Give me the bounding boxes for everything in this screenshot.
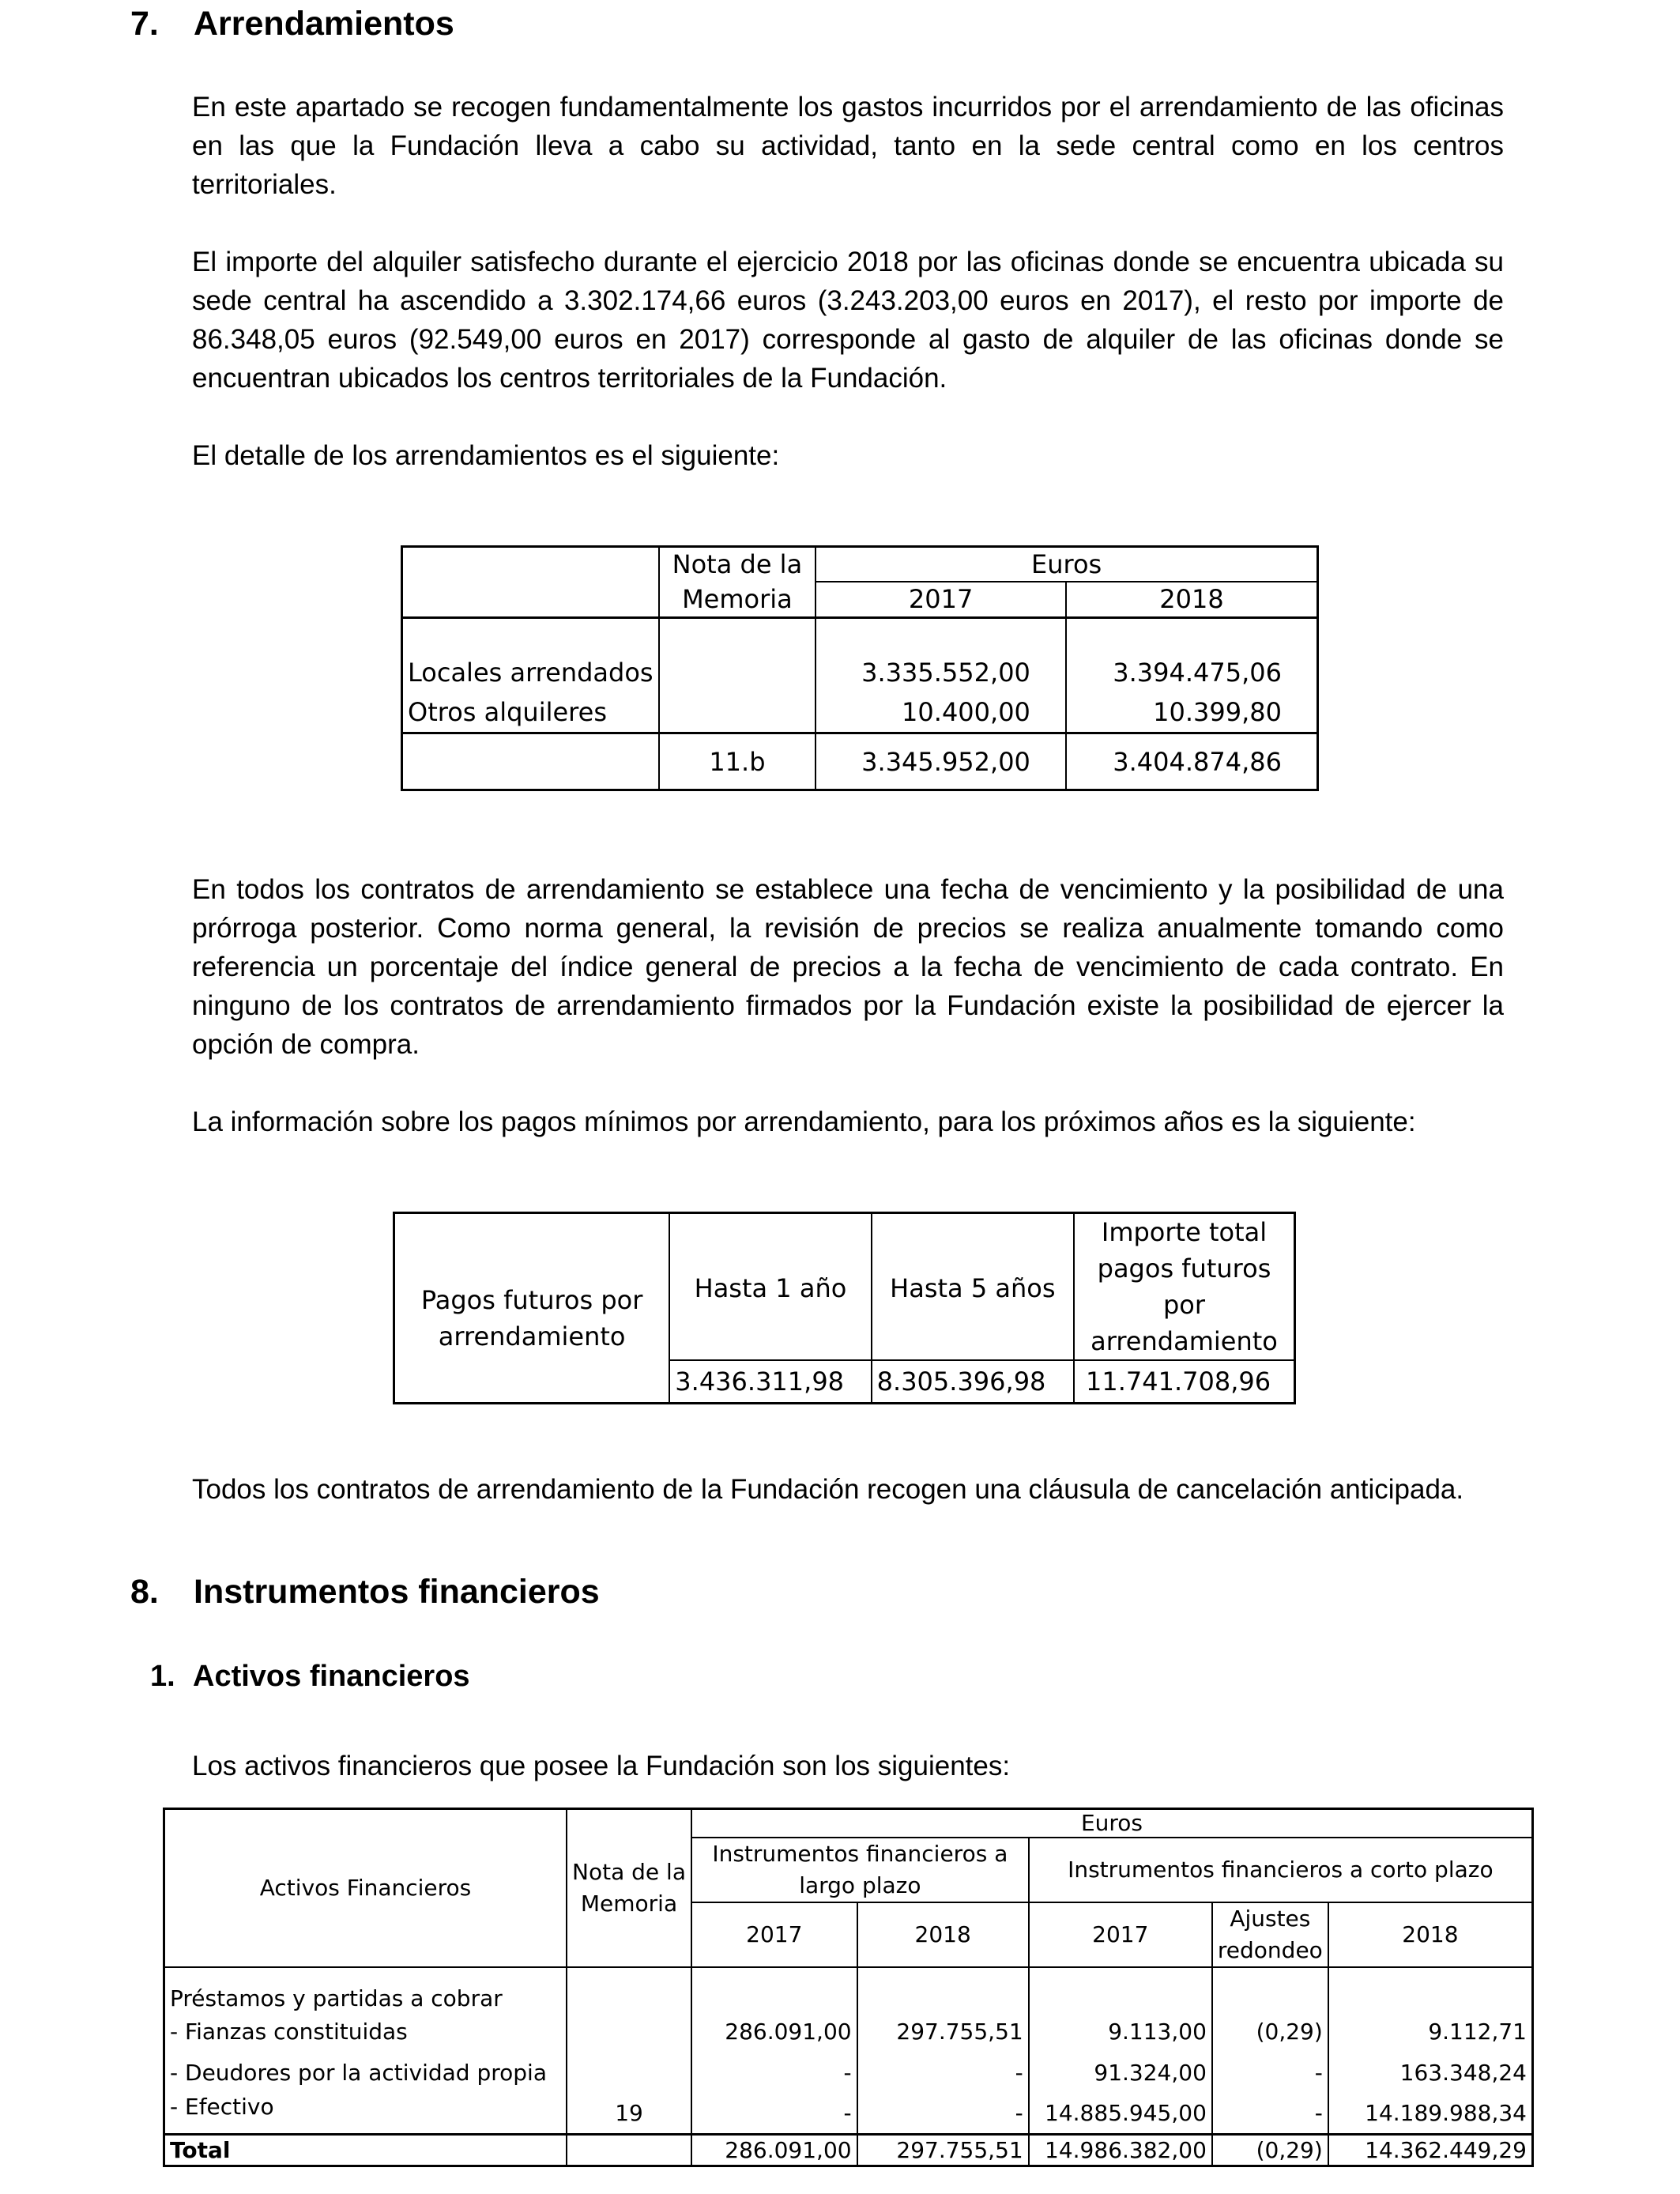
cp-2017: 91.324,00 xyxy=(1029,2053,1212,2094)
row-label-line: arrendamiento xyxy=(438,1321,626,1351)
section-number: 8. xyxy=(130,1573,159,1611)
paragraph: En este apartado se recogen fundamentalmente los gastos incurridos por el arrendamiento de las oficinas en las que la Fundación lleva a cabo su actividad, tanto en la sede central como en los centros territoriales. xyxy=(192,92,1504,200)
section-title: Instrumentos financieros xyxy=(194,1573,600,1611)
paragraph: Todos los contratos de arrendamiento de la Fundación recogen una cláusula de cancelación anticipada. xyxy=(192,1474,1464,1505)
lp-2017: - xyxy=(691,2094,857,2135)
table-row xyxy=(164,2053,1533,2094)
table-row xyxy=(402,692,1318,733)
nota-header: Nota de la xyxy=(659,547,816,582)
row-nota xyxy=(567,2011,691,2053)
section-number: 7. xyxy=(130,5,159,43)
paragraph: El detalle de los arrendamientos es el siguiente: xyxy=(192,440,780,471)
row-nota xyxy=(659,692,816,733)
section-title: Arrendamientos xyxy=(194,5,454,43)
group-label: Préstamos y partidas a cobrar xyxy=(164,1967,567,2011)
total-cp-2017: 14.986.382,00 xyxy=(1029,2135,1212,2166)
total-row xyxy=(164,2135,1533,2166)
table-row xyxy=(402,653,1318,692)
subsection-number: 1. xyxy=(150,1660,175,1693)
row-nota: 19 xyxy=(567,2094,691,2135)
cp-2018: 163.348,24 xyxy=(1399,2060,1527,2086)
value-2017: 10.400,00 xyxy=(816,692,1066,733)
paragraph: Los activos financieros que posee la Fundación son los siguientes: xyxy=(192,1751,1011,1781)
total-label: Total xyxy=(164,2135,567,2166)
header-label: Activos Financieros xyxy=(164,1809,567,1967)
total-2018: 3.404.874,86 xyxy=(1113,746,1282,777)
section-8-heading xyxy=(130,1573,600,1612)
short-term-header: Instrumentos financieros a corto plazo xyxy=(1029,1838,1533,1902)
long-term-header-line: largo plazo xyxy=(799,1872,921,1898)
nota-header-line2: Memoria xyxy=(659,582,816,618)
total-cp-2018: 14.362.449,29 xyxy=(1365,2137,1527,2163)
col-header-5yr: Hasta 5 años xyxy=(872,1213,1074,1361)
year-header: 2017 xyxy=(1029,1902,1212,1967)
col-header-total-line: Importe total xyxy=(1101,1217,1268,1247)
year-header: 2018 xyxy=(857,1902,1029,1967)
euros-header: Euros xyxy=(691,1809,1533,1838)
value-2017: 3.335.552,00 xyxy=(816,653,1066,692)
value-5yr: 8.305.396,98 xyxy=(872,1360,1074,1403)
col-header-total-line: arrendamiento xyxy=(1090,1326,1278,1356)
ajustes: - xyxy=(1212,2094,1328,2135)
cp-2017: 9.113,00 xyxy=(1029,2011,1212,2053)
section-7-heading xyxy=(130,5,454,43)
row-label: Locales arrendados xyxy=(402,653,659,692)
row-label: - Deudores por la actividad propia xyxy=(164,2053,567,2094)
year-header: 2018 xyxy=(1066,582,1318,618)
total-lp-2017: 286.091,00 xyxy=(691,2135,857,2166)
lp-2018: - xyxy=(857,2094,1029,2135)
row-label-line: Pagos futuros por xyxy=(420,1284,643,1315)
year-header: 2017 xyxy=(691,1902,857,1967)
future-payments-table xyxy=(393,1212,1296,1404)
ajustes-header-line: Ajustes xyxy=(1230,1905,1311,1932)
value-1yr: 3.436.311,98 xyxy=(669,1360,871,1403)
value-2018: 10.399,80 xyxy=(1066,692,1318,733)
row-nota xyxy=(567,2053,691,2094)
cp-2018: 9.112,71 xyxy=(1428,2019,1527,2045)
lp-2017: 286.091,00 xyxy=(691,2011,857,2053)
value-total: 11.741.708,96 xyxy=(1086,1366,1271,1397)
row-label: - Efectivo xyxy=(164,2094,567,2135)
table-row xyxy=(164,2094,1533,2135)
nota-header-line: Memoria xyxy=(580,1890,678,1917)
leases-detail-table xyxy=(401,545,1319,791)
nota-header-line: Nota de la xyxy=(572,1858,686,1885)
long-term-header-line: Instrumentos financieros a xyxy=(712,1840,1008,1867)
euros-header: Euros xyxy=(816,547,1317,582)
paragraph: La información sobre los pagos mínimos por arrendamiento, para los próximos años es la siguiente: xyxy=(192,1106,1416,1137)
lp-2018: 297.755,51 xyxy=(857,2011,1029,2053)
row-label: - Fianzas constituidas xyxy=(164,2011,567,2053)
total-2017: 3.345.952,00 xyxy=(816,733,1066,790)
group-row xyxy=(164,1967,1533,2011)
year-header: 2017 xyxy=(816,582,1066,618)
total-row xyxy=(402,733,1318,790)
lp-2018: - xyxy=(857,2053,1029,2094)
lp-2017: - xyxy=(691,2053,857,2094)
col-header-1yr: Hasta 1 año xyxy=(669,1213,871,1361)
cp-2017: 14.885.945,00 xyxy=(1029,2094,1212,2135)
subsection-heading xyxy=(150,1660,470,1694)
ajustes-header-line: redondeo xyxy=(1217,1936,1323,1963)
row-nota xyxy=(659,653,816,692)
cp-2018: 14.189.988,34 xyxy=(1328,2094,1533,2135)
col-header-total-line: pagos futuros xyxy=(1097,1253,1271,1284)
total-nota: 11.b xyxy=(659,733,816,790)
col-header-total-line: por xyxy=(1162,1290,1206,1320)
value-2018: 3.394.475,06 xyxy=(1113,657,1282,688)
total-label xyxy=(402,733,659,790)
ajustes: - xyxy=(1212,2053,1328,2094)
ajustes: (0,29) xyxy=(1212,2011,1328,2053)
paragraph: En todos los contratos de arrendamiento se establece una fecha de vencimiento y la posibilidad de una prórroga posterior. Como norma general, la revisión de precios se realiza anualmente tomando como referencia un porcentaje del índice general de precios a la fecha de vencimiento de cada contrato. En ninguno de los contratos de arrendamiento firmados por la Fundación existe la posibilidad de ejercer la opción de compra. xyxy=(192,874,1504,1060)
row-label: Otros alquileres xyxy=(402,692,659,733)
year-header: 2018 xyxy=(1328,1902,1533,1967)
financial-assets-table xyxy=(163,1808,1534,2167)
table-row xyxy=(164,2011,1533,2053)
total-ajustes: (0,29) xyxy=(1212,2135,1328,2166)
paragraph: El importe del alquiler satisfecho durante el ejercicio 2018 por las oficinas donde se encuentra ubicada su sede central ha ascendido a 3.302.174,66 euros (3.243.203,00 euros en 2017), el resto por importe de 86.348,05 euros (92.549,00 euros en 2017) corresponde al gasto de alquiler de las oficinas donde se encuentran ubicados los centros territoriales de la Fundación. xyxy=(192,247,1504,394)
subsection-title: Activos financieros xyxy=(193,1660,470,1693)
total-lp-2018: 297.755,51 xyxy=(857,2135,1029,2166)
